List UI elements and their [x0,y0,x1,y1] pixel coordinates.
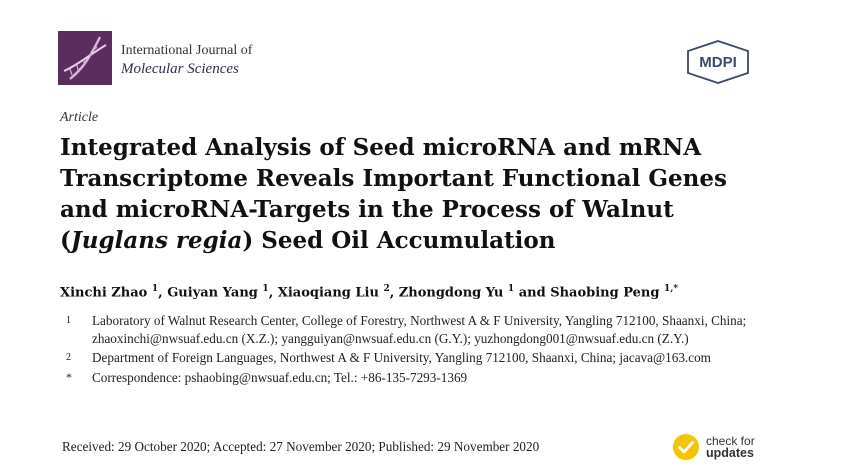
affiliation-mark: 1 [66,315,71,326]
journal-logo-icon [58,31,112,85]
affiliation-item [62,349,752,367]
author-separator: , [389,285,399,301]
check-for-updates-button[interactable] [672,433,755,461]
affiliation-item [62,369,752,387]
author-affil-mark: 1,* [664,284,679,294]
check-for-updates-line1: check for [706,434,755,448]
author-affil-mark: 2 [383,284,390,294]
author-separator: , [158,285,168,301]
correspondence-text: Correspondence: pshaobing@nwsuaf.edu.cn; Tel.: +86-135-7293-1369 [92,369,468,385]
check-icon [672,433,700,461]
author-affil-mark: 1 [507,284,515,294]
title-species-name: Juglans regia [70,227,243,254]
check-for-updates-line2: updates [706,446,754,460]
journal-name-line1: International Journal of [121,43,253,58]
publication-dates: Received: 29 October 2020; Accepted: 27 November 2020; Published: 29 November 2020 [62,439,540,454]
affiliation-item [62,312,752,347]
journal-name-line2: Molecular Sciences [121,60,239,77]
author-affil-mark: 1 [262,284,269,294]
author-name[interactable]: Guiyan Yang [167,285,258,301]
title-part-3: ) Seed Oil Accumulation [242,227,556,254]
article-type: Article [60,110,99,125]
author-name[interactable]: Xiaoqiang Liu [277,285,379,301]
check-for-updates-label [706,435,755,459]
author-separator: , [268,285,278,301]
journal-name [121,43,252,78]
author-list [60,284,678,300]
affiliation-list [62,312,752,388]
author-name[interactable]: Zhongdong Yu [398,285,504,301]
mdpi-logo-icon [686,40,750,84]
affiliation-text: Laboratory of Walnut Research Center, College of Forestry, Northwest A & F University, Yangling 712100, Shaanxi, China; zhaoxinchi@nwsuaf.edu.cn (X.Z.); yangguiyan@nwsuaf.edu.cn (G.Y.); yuzhongdong001@nwsuaf.edu.cn (Z.Y.) [92,313,747,346]
title-part-1: Integrated Analysis of Seed microRNA and mRNA Transcriptome Reveals Important Functional Genes and microRNA-Targets in the Process of Walnut ( [60,134,727,254]
author-name[interactable]: Xinchi Zhao [60,285,148,301]
author-name[interactable]: Shaobing Peng [550,285,660,301]
affiliation-mark: * [66,369,72,384]
affiliation-text: Department of Foreign Languages, Northwest A & F University, Yangling 712100, Shaanxi, China; jacava@163.com [92,350,711,365]
article-title [60,132,780,256]
affiliation-mark: 2 [66,352,71,363]
author-affil-mark: 1 [151,284,159,294]
author-separator: and [514,285,551,301]
mdpi-logo-text: MDPI [699,54,737,71]
